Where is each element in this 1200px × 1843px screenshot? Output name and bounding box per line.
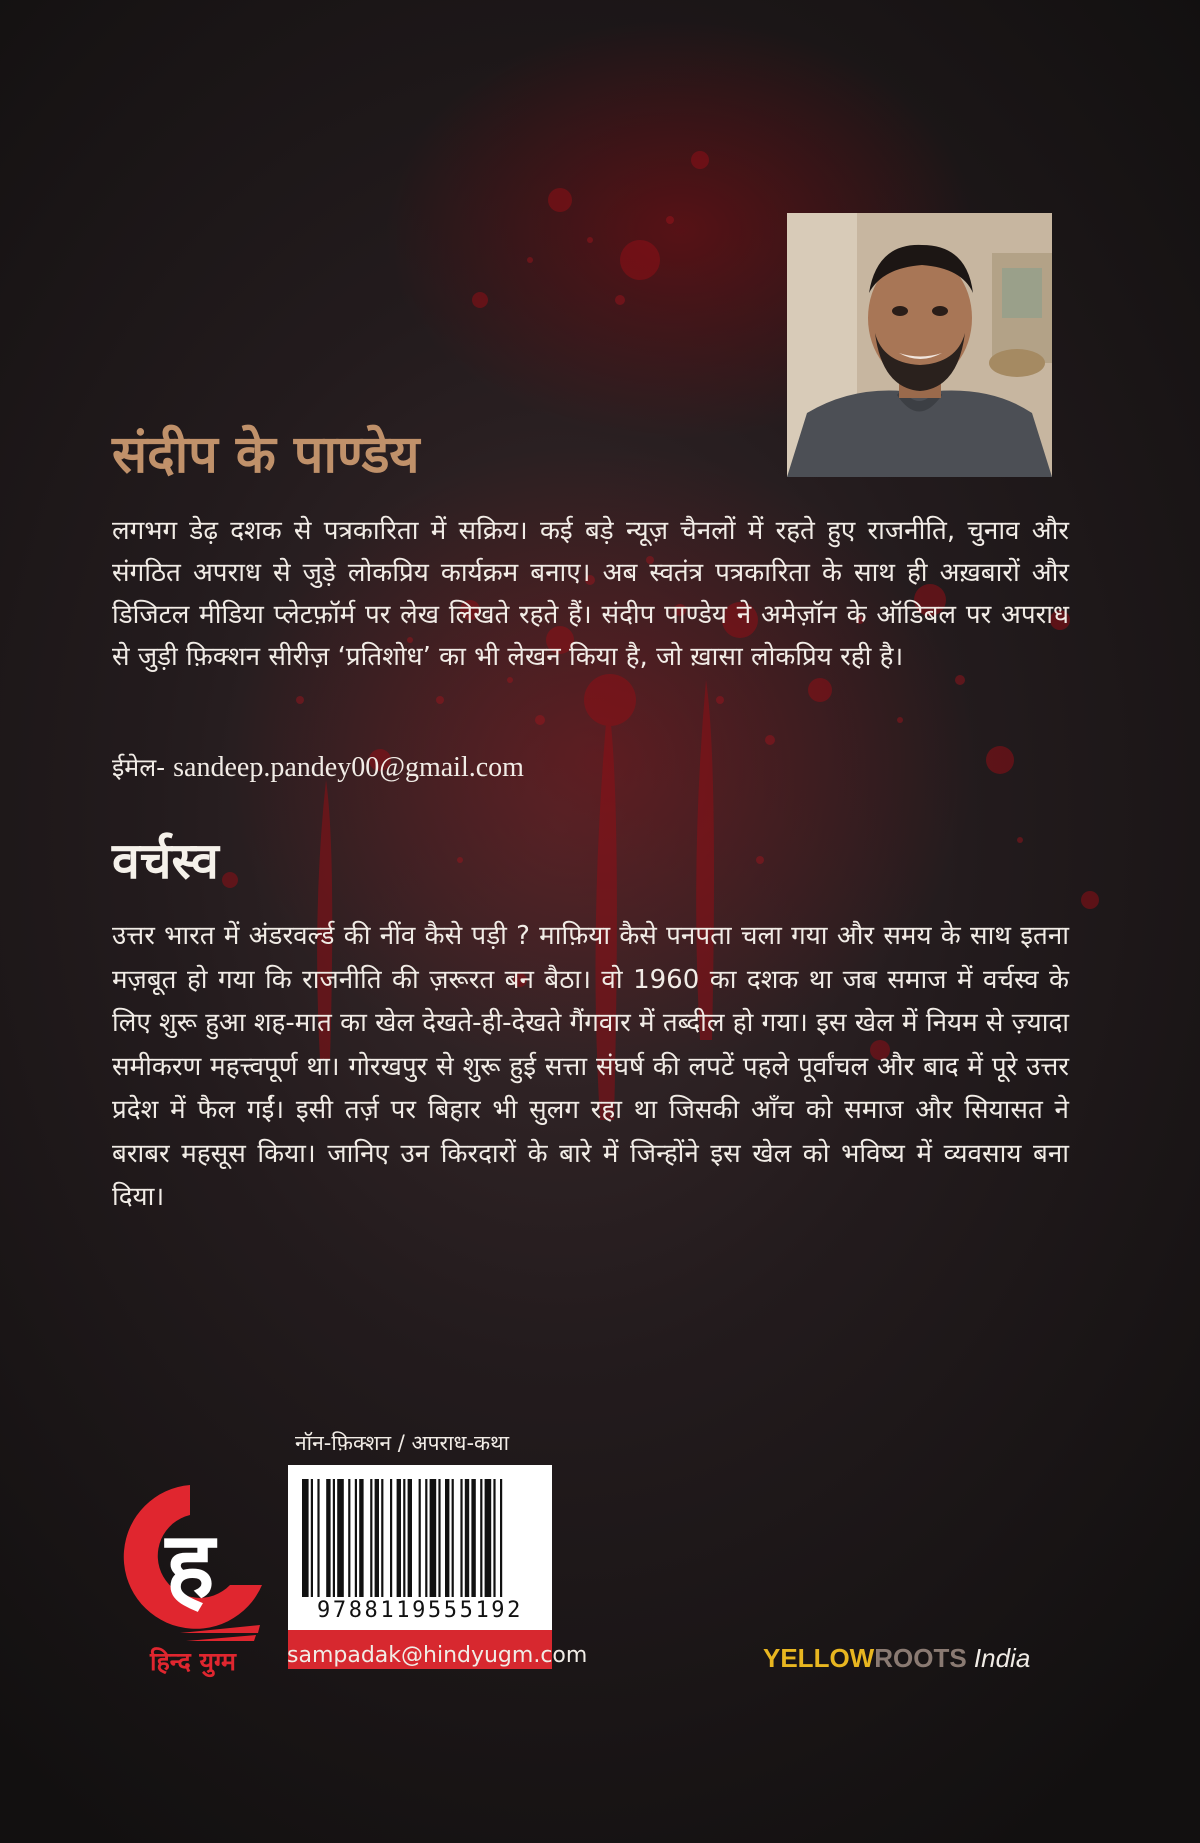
publisher-email[interactable]: sampadak@hindyugm.com (287, 1643, 588, 1668)
isbn-digits: 9788119555192 (317, 1598, 523, 1623)
author-email-line (112, 748, 812, 788)
hindyugm-logo-icon (110, 1475, 270, 1665)
author-photo (787, 213, 1052, 477)
author-email[interactable]: sandeep.pandey00@gmail.com (173, 752, 524, 783)
publisher-logo-text: हिन्द युग्म (150, 1647, 236, 1676)
imprint-logo (763, 1642, 1063, 1674)
imprint-yellow: YELLOW (763, 1643, 875, 1673)
imprint-roots: ROOTS (874, 1643, 967, 1673)
author-bio: लगभग डेढ़ दशक से पत्रकारिता में सक्रिय। कई बड़े न्यूज़ चैनलों में रहते हुए राजनीति, चुनाव और संगठित अपराध से जुड़े लोकप्रिय कार्यक्रम बनाए। अब स्वतंत्र पत्रकारिता के साथ ही अख़बारों और डिजिटल मीडिया प्लेटफ़ॉर्म पर लेख लिखते रहते हैं। संदीप पाण्डेय ने अमेज़ॉन के ऑडिबल पर अपराध से जुड़ी फ़िक्शन सीरीज़ ‘प्रतिशोध’ का भी लेखन किया है, जो ख़ासा लोकप्रिय रही है। (112, 516, 1069, 672)
book-title: वर्चस्व (112, 832, 219, 890)
author-email-label: ईमेल- (112, 753, 166, 782)
author-name: संदीप के पाण्डेय (112, 425, 420, 485)
genre-label: नॉन-फ़िक्शन / अपराध-कथा (295, 1431, 510, 1455)
imprint-india: India (966, 1643, 1031, 1673)
book-blurb: उत्तर भारत में अंडरवर्ल्ड की नींव कैसे पड़ी ? माफ़िया कैसे पनपता चला गया और समय के साथ इतना मज़बूत हो गया कि राजनीति की ज़रूरत बन बैठा। वो 1960 का दशक था जब समाज में वर्चस्व के लिए शुरू हुआ शह-मात का खेल देखते-ही-देखते गैंगवार में तब्दील हो गया। इस खेल में नियम से ज़्यादा समीकरण महत्त्वपूर्ण था। गोरखपुर से शुरू हुई सत्ता संघर्ष की लपटें पहले पूर्वांचल और बाद में पूरे उत्तर प्रदेश में फैल गईं। इसी तर्ज़ पर बिहार भी सुलग रहा था जिसकी आँच को समाज और सियासत ने बराबर महसूस किया। जानिए उन किरदारों के बारे में जिन्होंने इस खेल को भविष्य में व्यवसाय बना दिया। (112, 921, 1069, 1212)
logo-glyph: ह (165, 1512, 215, 1619)
portrait-photo (787, 213, 1052, 477)
